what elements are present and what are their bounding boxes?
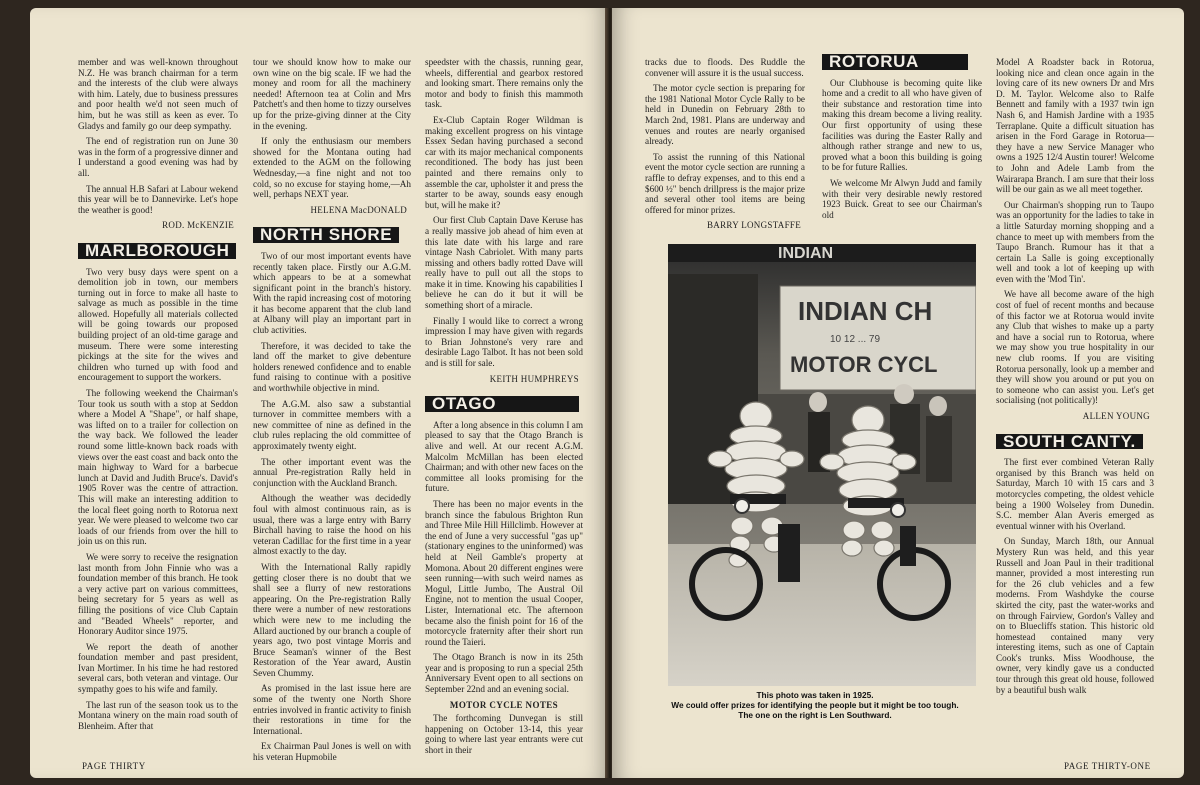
article-paragraph: With the International Rally rapidly getting closer there is no doubt that we shall see a flurry of new restorations appearing. On the Pre-registration Rally there were a number of new restorations which were new to me including the Allard auctioned by our branch a couple of years ago, two post vintage Morris and Bruce Seaman's winner of the Best Restoration of the Year award, Austin Seven Chummy. <box>253 561 411 678</box>
article-paragraph: Our first Club Captain Dave Keruse has a really massive job ahead of him even at this late date with his large and rare vintage Nash Cabriolet. With many parts missing and others badly rotted Dave will really have to pull out all the stops to make it in time. Knowing his capabilities I believe he can do it but it will be something short of a miracle. <box>425 215 583 311</box>
article-paragraph: We report the death of another foundation member and past president, Ivan Mortimer. In his time he had restored several cars, both veteran and vintage. Our sympathy goes to his wife and family. <box>78 641 238 695</box>
banner-motorcycle-text: MOTOR CYCL <box>790 352 938 377</box>
article-paragraph: We have all become aware of the high cost of fuel of recent months and because of this factor we at Rotorua would invite any Club that wishes to make up a party and have a social run to Rotorua, where we may show you true hospitality in our new club rooms. If you are visiting Rotorua personally, look up a member and they will show you around or put you on to someone who can assist you. Let's get socialising (not politically)! <box>996 289 1154 406</box>
right-column-1 <box>645 57 805 237</box>
author-signature: ALLEN YOUNG <box>1082 411 1150 421</box>
left-column-1 <box>78 57 238 736</box>
page-number-right: PAGE THIRTY-ONE <box>1064 761 1151 771</box>
left-column-2 <box>253 57 411 768</box>
article-paragraph: On Sunday, March 18th, our Annual Mystery Run was held, and this year Russell and Joan Paul in their traditional manner, provided a most interesting run for the 26 club vehicles and a few moderns. From Washdyke the course skirted the city, past the water-works and on through Fairview, Gordon's Valley and on to Bluecliffs station. This historic old homestead contained many very interesting items, such as one of Captain Cook's trunks. Miss Woodhouse, the owner, very kindly gave us a conducted tour through this great old house, followed by a beautiful bush walk <box>996 536 1154 695</box>
article-paragraph: The forthcoming Dunvegan is still happening on October 13-14, this year going to where last year entrants were cut short in their <box>425 713 583 756</box>
caption-line: We could offer prizes for identifying the people but it might be too tough. <box>671 700 959 710</box>
article-paragraph: We welcome Mr Alwyn Judd and family with their very desirable newly restored 1923 Buick. Great to see our Chairman's old <box>822 177 982 220</box>
article-paragraph: We were sorry to receive the resignation last month from John Finnie who was a foundation member of this branch. He took a very active part on various committees, being secretary for 5 years as well as filling the positions of vice Club Captain and "Beaded Wheels" reporter, and Honorary Auditor since 1975. <box>78 551 238 637</box>
article-paragraph: The other important event was the annual Pre-registration Rally held in conjunction with the Auckland Branch. <box>253 456 411 488</box>
section-heading-south-canty: SOUTH CANTY. <box>996 434 1143 450</box>
page-number-left: PAGE THIRTY <box>82 761 146 771</box>
article-paragraph: The annual H.B Safari at Labour wekend this year will be to Dannevirke. Let's hope the weather is good! <box>78 183 238 215</box>
caption-line: This photo was taken in 1925. <box>756 690 874 700</box>
article-paragraph: If only the enthusiasm our members showed for the Montana outing had extended to the AGM on the following Wednesday,—a fine night and not too cold, so no excuse for staying home,—Ah well, perhaps NEXT year. <box>253 136 411 200</box>
article-paragraph: The first ever combined Veteran Rally organised by this Branch was held on Saturday, March 10 with 15 cars and 3 motorcycles competing, the oldest vehicle being a 1900 Wolseley from Dunedin. S.C. member Alan Averis emerged as eventual winner with his Overland. <box>996 457 1154 531</box>
banner-indian-text: INDIAN CH <box>798 296 933 326</box>
article-paragraph: Model A Roadster back in Rotorua, looking nice and clean once again in the loving care of its new owners Dr and Mrs D. M. Taylor. Welcome also to Ralfe Bennett and family with a 1937 twin ign Nash 6, and Hamish Jardine with a 1935 Terraplane. Quite a difficult situation has arisen in the Ford Garage in Rotorua—they have a new Service Manager who owns a 1925 12/4 Austin tourer! Welcome to John and Adele Lamb from the Wairarapa Branch. I am sure that their loss will be our gain as we all meet together. <box>996 57 1154 195</box>
article-paragraph: As promised in the last issue here are some of the twenty one North Shore entries involved in frantic activity to finish their restorations in time for the International. <box>253 683 411 736</box>
article-paragraph: Although the weather was decidedly foul with almost continuous rain, as is usual, there was a large entry with Barry Birchall having to raise the hood on his veteran Cadillac for the first time in a year almost exactly to the day. <box>253 493 411 557</box>
photo-illustration <box>668 244 976 686</box>
article-paragraph: Our Clubhouse is becoming quite like home and a credit to all who have given of their substance and restoration time into making this dream become a living reality. Our first opportunity of using these facilities was during the Easter Rally and although rather strange and new to us, proved what a boon this building is going to be for future Rallies. <box>822 77 982 173</box>
article-paragraph: Ex Chairman Paul Jones is well on with his veteran Hupmobile <box>253 741 411 763</box>
right-column-3 <box>996 57 1154 700</box>
article-paragraph: There has been no major events in the branch since the fabulous Brighton Run and Three Mile Hill Hillclimb. However at the end of June a very successful "gas up" (stationary engines to the uninformed) was held at Neil Gamble's property at Momona. About 20 different engines were seen running—with such weird names as Mogul, Little Jumbo, The Austral Oil Engine, not to mention the usual Cooper, Lister, International etc. The afternoon became also the finish point for 16 of the motorcycle fraternity after their short run round the Taieri. <box>425 498 583 647</box>
author-signature: BARRY LONGSTAFFE <box>706 220 801 231</box>
article-paragraph: After a long absence in this column I am pleased to say that the Otago Branch is alive and well. At our recent A.G.M. Malcolm McMillan has been elected Chairman; and with other new faces on the committee all looks promising for the future. <box>425 419 583 494</box>
article-paragraph: The A.G.M. also saw a substantial turnover in committee members with a new committee of nine as defined in the club rules replacing the old committee of approximately twenty eight. <box>253 398 411 451</box>
article-paragraph: Finally I would like to correct a wrong impression I may have given with regards to Brian Johnstone's very rare and desirable Lago Talbot. It has not been sold and is still for sale. <box>425 315 583 369</box>
author-signature: KEITH HUMPHREYS <box>489 373 579 384</box>
article-paragraph: Two very busy days were spent on a demolition job in town, our members turning out in force to make all haste to salvage as much as possible in the time allowed. Hopefully all materials collected will be going towards our proposed building project of an old-time garage and museum. There were some interesting pickings at the site for the wives and children who turned up with food and encouragement to support the workers. <box>78 266 238 383</box>
section-heading-otago: OTAGO <box>425 396 579 412</box>
top-sign-text: INDIAN <box>778 245 834 262</box>
article-paragraph: To assist the running of this National event the motor cycle section are running a raffle to defray expenses, and to this end a $600 ½" bench drillpress is the major prize and several other tool items are being offered for minor prizes. <box>645 151 805 215</box>
article-paragraph: member and was well-known throughout N.Z. He was branch chairman for a term and the interests of the club were always with him. Lately, due to business pressures and poor health we'd not seen much of him, but he was still as keen as ever. To Gladys and family go our deep sympathy. <box>78 57 238 131</box>
article-paragraph: Ex-Club Captain Roger Wildman is making excellent progress on his vintage Essex Sedan having purchased a second car with its major mechanical components reconditioned. The body has just been painted and there remains only to assemble the car, upholster it and press the starter to be away, sounds easy enough but, will he make it? <box>425 114 583 210</box>
right-column-2 <box>822 52 982 225</box>
article-paragraph: Our Chairman's shopping run to Taupo was an opportunity for the ladies to take in a little Saturday morning shopping and a chance to meet up with members from the Taupo Branch. Rumour has it that a certain La Salle is going exceptionally well and took a lot of keeping up with even with the 'Mod Tin'. <box>996 199 1154 284</box>
article-paragraph: The motor cycle section is preparing for the 1981 National Motor Cycle Rally to be held in Dunedin on February 28th to March 2nd, 1981. Plans are underway and venues and routes are nearly organised already. <box>645 83 805 147</box>
section-heading-north-shore: NORTH SHORE <box>253 227 399 243</box>
article-paragraph: The last run of the season took us to the Montana winery on the main road south of Blenheim. After that <box>78 699 238 731</box>
article-paragraph: tour we should know how to make our own wine on the big scale. IF we had the money and room for all the machinery needed! Afternoon tea at Colin and Mrs Patchett's and then home to tizzy ourselves up for the prize-giving dinner at the City in the evening. <box>253 57 411 131</box>
author-signature: ROD. McKENZIE <box>162 220 234 231</box>
historic-motorcycle-photo <box>668 244 976 686</box>
article-paragraph: speedster with the chassis, running gear, wheels, differential and gearbox restored and looking smart. There remains only the motor and body to finish this mammoth task. <box>425 57 583 110</box>
article-paragraph: Therefore, it was decided to take the land off the market to give debenture holders renewed confidence and to enable fund raising to continue with a positive and worthwhile objective in mind. <box>253 340 411 394</box>
article-paragraph: tracks due to floods. Des Ruddle the convener will assure it is the usual success. <box>645 57 805 78</box>
author-signature: HELENA MacDONALD <box>310 204 407 215</box>
article-paragraph: The Otago Branch is now in its 25th year and is proposing to run a special 25th Anniversary Event open to all sections on September 22nd and an evening social. <box>425 652 583 695</box>
section-heading-marlborough: MARLBOROUGH <box>78 243 236 259</box>
left-column-3 <box>425 57 583 761</box>
banner-date-text: 10 12 ... 79 <box>830 334 881 345</box>
article-paragraph: The following weekend the Chairman's Tour took us south with a stop at Seddon where a Model A "Shape", or half shape, was lifted on to a trailer for collection on the way back. We followed the leader round some little-known back roads with views over the east coast and back onto the main highway to Ward for a barbecue lunch at David and Judith Bruce's. David's 1905 Rover was the centre of attraction. This will make an interesting addition to the local fleet going north to Rotorua next year. We were pleased to welcome two car loads of our friends from over the hill to join us on this run. <box>78 388 238 547</box>
article-paragraph: Two of our most important events have recently taken place. Firstly our A.G.M. which appears to be at a somewhat significant point in the branch's history. With the rapid increasing cost of motoring it has become apparent that the club land at Albany will play an important part in club activities. <box>253 250 411 336</box>
caption-line: The one on the right is Len Southward. <box>738 710 892 720</box>
subheading-motor-cycle-notes: MOTOR CYCLE NOTES <box>449 699 559 710</box>
article-paragraph: The end of registration run on June 30 was in the form of a progressive dinner and I understand a good evening was had by all. <box>78 136 238 178</box>
section-heading-rotorua: ROTORUA <box>822 54 968 70</box>
photo-caption <box>640 690 990 720</box>
